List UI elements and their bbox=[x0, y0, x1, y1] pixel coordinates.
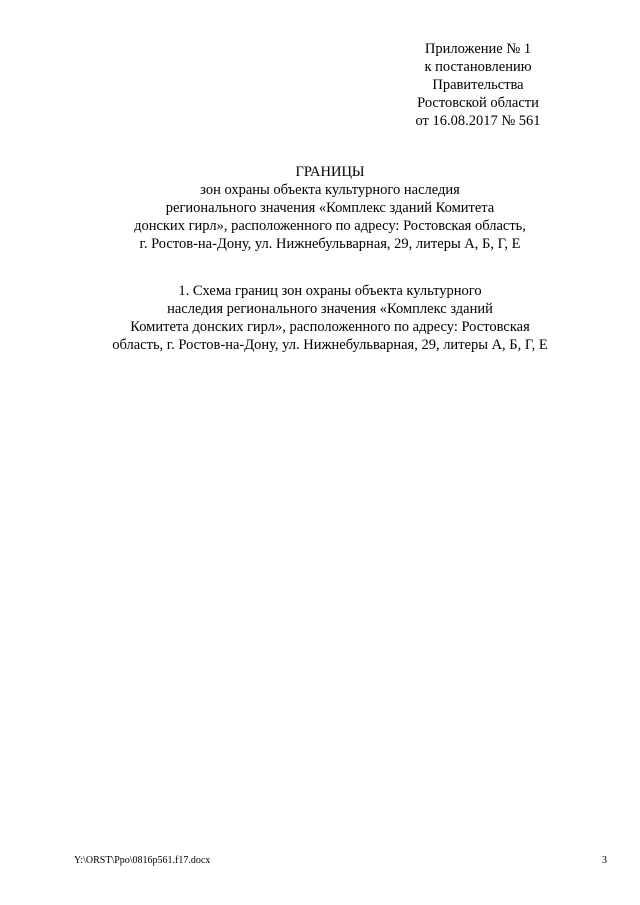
title-line: зон охраны объекта культурного наследия bbox=[200, 182, 460, 198]
appendix-line: от 16.08.2017 № 561 bbox=[415, 113, 541, 129]
appendix-header bbox=[388, 40, 568, 130]
title-line: г. Ростов-на-Дону, ул. Нижнебульварная, 29, литеры А, Б, Г, Е bbox=[139, 236, 521, 252]
appendix-line: к постановлению bbox=[424, 59, 532, 75]
scheme-line: Комитета донских гирл», расположенного по адресу: Ростовская bbox=[130, 319, 530, 335]
scheme-line: наследия регионального значения «Комплекс зданий bbox=[167, 301, 493, 317]
footer-page-number: 3 bbox=[602, 855, 607, 866]
appendix-line: Ростовской области bbox=[417, 95, 539, 111]
scheme-section-heading bbox=[70, 282, 590, 354]
scheme-line: область, г. Ростов-на-Дону, ул. Нижнебульварная, 29, литеры А, Б, Г, Е bbox=[112, 337, 548, 353]
footer-file-path: Y:\ORST\Ppo\0816p561.f17.docx bbox=[74, 855, 211, 866]
title-line: донских гирл», расположенного по адресу: Ростовская область, bbox=[134, 218, 526, 234]
document-title bbox=[90, 163, 570, 253]
appendix-line: Правительства bbox=[432, 77, 524, 93]
appendix-line: Приложение № 1 bbox=[424, 41, 532, 57]
title-heading: ГРАНИЦЫ bbox=[295, 164, 365, 180]
scheme-line: 1. Схема границ зон охраны объекта культурного bbox=[178, 283, 482, 299]
title-line: регионального значения «Комплекс зданий Комитета bbox=[165, 200, 495, 216]
